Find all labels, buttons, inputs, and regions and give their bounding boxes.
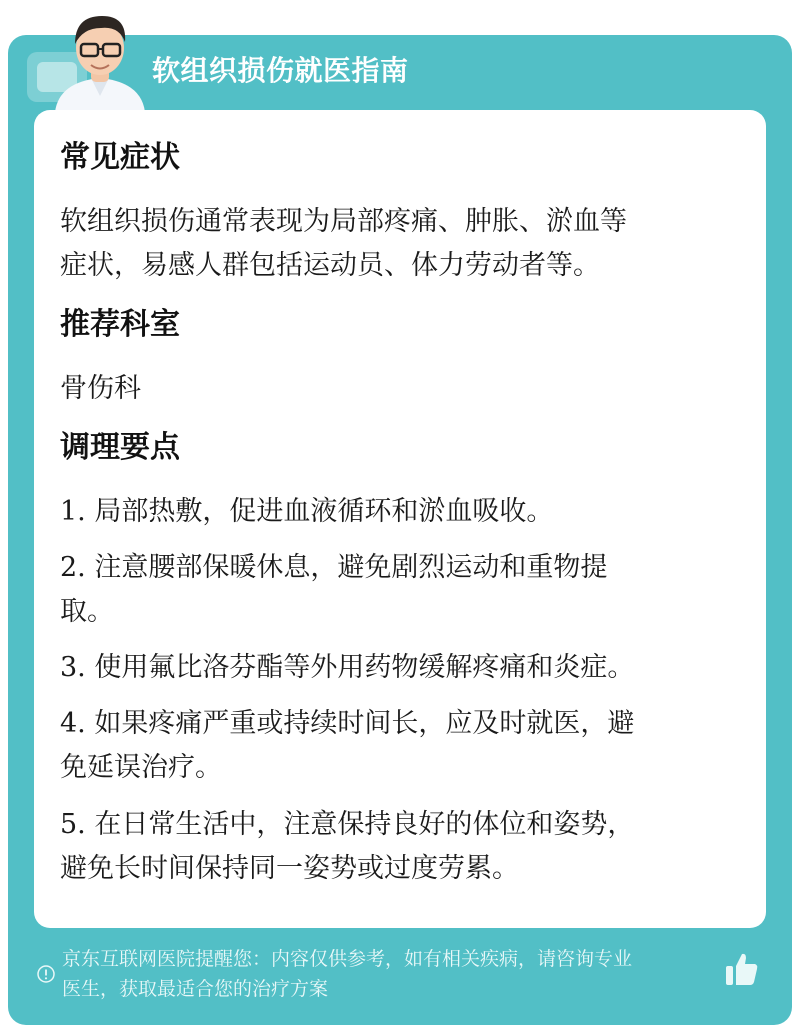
disclaimer	[62, 944, 728, 1004]
disclaimer-line-1: 京东互联网医院提醒您：内容仅供参考，如有相关疾病，请咨询专业	[62, 948, 633, 970]
care-item-text: 注意腰部保暖休息，避免剧烈运动和重物提	[94, 552, 608, 583]
symptoms-line-1: 软组织损伤通常表现为局部疼痛、肿胀、淤血等	[60, 206, 627, 237]
care-item-number: 5.	[60, 809, 86, 840]
section-heading-symptoms: 常见症状	[60, 140, 180, 175]
care-item-2-continued: 取。	[60, 596, 114, 627]
disclaimer-line-2: 医生，获取最适合您的治疗方案	[62, 978, 329, 1000]
section-heading-department: 推荐科室	[60, 307, 180, 342]
care-item-number: 1.	[60, 496, 86, 527]
care-item-text: 如果疼痛严重或持续时间长，应及时就医，避	[94, 708, 635, 739]
care-item-number: 3.	[60, 652, 86, 683]
care-item-4	[60, 702, 730, 746]
care-item-5-continued: 避免长时间保持同一姿势或过度劳累。	[60, 853, 519, 884]
care-item-4-continued: 免延误治疗。	[60, 752, 222, 783]
care-item-1	[60, 490, 730, 534]
info-icon	[37, 965, 55, 983]
care-item-text: 在日常生活中，注意保持良好的体位和姿势，	[94, 809, 635, 840]
care-item-number: 2.	[60, 552, 86, 583]
care-item-5	[60, 803, 730, 847]
doctor-avatar	[45, 4, 155, 112]
care-item-text: 使用氟比洛芬酯等外用药物缓解疼痛和炎症。	[94, 652, 635, 683]
department-value: 骨伤科	[60, 373, 141, 404]
care-item-text: 局部热敷，促进血液循环和淤血吸收。	[94, 496, 554, 527]
section-heading-care: 调理要点	[60, 430, 180, 465]
page-title: 软组织损伤就医指南	[152, 54, 409, 87]
care-item-2	[60, 546, 730, 590]
care-item-3	[60, 646, 730, 690]
thumbs-up-icon[interactable]	[725, 951, 759, 987]
care-item-number: 4.	[60, 708, 86, 739]
symptoms-line-2: 症状，易感人群包括运动员、体力劳动者等。	[60, 250, 600, 281]
